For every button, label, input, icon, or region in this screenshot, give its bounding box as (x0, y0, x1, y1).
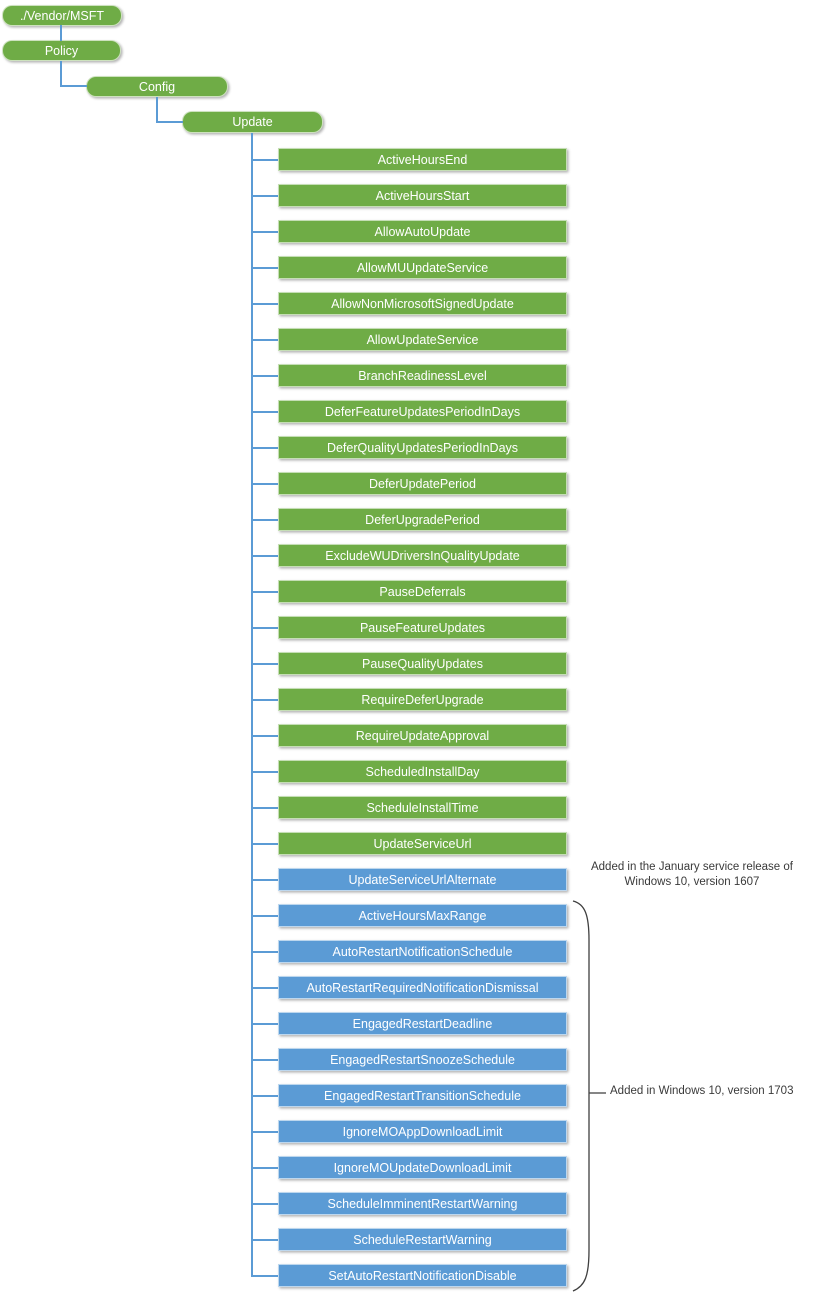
connector-stub (251, 303, 279, 305)
connector-stub (251, 483, 279, 485)
tree-node-pausequalityupdates (278, 652, 567, 675)
tree-node-updateserviceurl (278, 832, 567, 855)
connector-stub (251, 375, 279, 377)
tree-node-updateserviceurlalternate (278, 868, 567, 891)
tree-node-label: Update (232, 115, 273, 129)
tree-node-engagedrestarttransitionschedule (278, 1084, 567, 1107)
tree-node-label: SetAutoRestartNotificationDisable (328, 1268, 517, 1283)
tree-node-label: ScheduledInstallDay (365, 764, 480, 779)
tree-node-pausedeferrals (278, 580, 567, 603)
connector-stub (251, 555, 279, 557)
connector-stub (251, 987, 279, 989)
connector-stub (251, 915, 279, 917)
tree-node-label: AllowUpdateService (366, 332, 479, 347)
tree-node-activehoursstart (278, 184, 567, 207)
tree-node-label: AllowMUUpdateService (356, 260, 489, 275)
tree-node-label: UpdateServiceUrl (373, 836, 472, 851)
tree-node-label: PauseDeferrals (379, 584, 466, 599)
tree-node-scheduleimminentrestartwarning (278, 1192, 567, 1215)
tree-node-policy (2, 40, 121, 61)
tree-node-label: ActiveHoursMaxRange (358, 908, 487, 923)
annotation-1607 (576, 860, 808, 890)
connector-stub (251, 1131, 279, 1133)
tree-node-deferupgradeperiod (278, 508, 567, 531)
tree-node-label: EngagedRestartTransitionSchedule (324, 1088, 521, 1103)
connector-stub (251, 447, 279, 449)
tree-node-engagedrestartdeadline (278, 1012, 567, 1035)
annotation-1607-line1: Added in the January service release of (590, 861, 793, 873)
tree-node-allownonmicrosoftsignedupdate (278, 292, 567, 315)
tree-node-engagedrestartsnoozeschedule (278, 1048, 567, 1071)
tree-node-label: DeferQualityUpdatesPeriodInDays (326, 440, 519, 455)
connector-config-update-h (156, 121, 183, 123)
tree-node-scheduledinstallday (278, 760, 567, 783)
tree-node-requiredeferupgrade (278, 688, 567, 711)
tree-node-label: AllowAutoUpdate (374, 224, 471, 239)
tree-node-ignoremoupdatedownloadlimit (278, 1156, 567, 1179)
tree-node-deferqualityupdatesperiodindays (278, 436, 567, 459)
tree-node-label: RequireDeferUpgrade (361, 692, 484, 707)
connector-stub (251, 231, 279, 233)
tree-node-label: EngagedRestartSnoozeSchedule (330, 1052, 515, 1067)
tree-node-label: IgnoreMOAppDownloadLimit (342, 1124, 503, 1139)
tree-node-label: ./Vendor/MSFT (19, 8, 105, 23)
connector-stub (251, 591, 279, 593)
tree-node-requireupdateapproval (278, 724, 567, 747)
connector-stub (251, 771, 279, 773)
tree-node-autorestartrequirednotificationdismissal (278, 976, 567, 999)
tree-node-allowmuupdateservice (278, 256, 567, 279)
tree-node-label: ScheduleImminentRestartWarning (327, 1196, 518, 1211)
connector-stub (251, 519, 279, 521)
tree-node-activehoursend (278, 148, 567, 171)
annotation-1703: Added in Windows 10, version 1703 (610, 1085, 794, 1097)
connector-stub (251, 663, 279, 665)
connector-stub (251, 1239, 279, 1241)
tree-node-label: AllowNonMicrosoftSignedUpdate (331, 296, 514, 311)
connector-stub (251, 699, 279, 701)
connector-stub (251, 807, 279, 809)
tree-node-label: DeferUpgradePeriod (365, 512, 480, 527)
tree-node-ignoremoappdownloadlimit (278, 1120, 567, 1143)
tree-node-label: DeferUpdatePeriod (368, 476, 476, 491)
connector-config-update-v (156, 97, 158, 123)
tree-node-label: ScheduleRestartWarning (353, 1232, 492, 1247)
connector-stub (251, 195, 279, 197)
tree-node-label: DeferFeatureUpdatesPeriodInDays (324, 404, 521, 419)
tree-node-branchreadinesslevel (278, 364, 567, 387)
tree-node-allowupdateservice (278, 328, 567, 351)
tree-node-vendor-msft (2, 5, 122, 26)
connector-stub (251, 1275, 279, 1277)
connector-stub (251, 267, 279, 269)
tree-node-label: AutoRestartRequiredNotificationDismissal (306, 980, 539, 995)
tree-node-deferfeatureupdatesperiodindays (278, 400, 567, 423)
tree-node-update (182, 111, 323, 133)
connector-stub (251, 1059, 279, 1061)
tree-node-label: PauseFeatureUpdates (359, 620, 486, 635)
tree-node-scheduleinstalltime (278, 796, 567, 819)
tree-node-pausefeatureupdates (278, 616, 567, 639)
tree-node-config (86, 76, 228, 97)
tree-node-allowautoupdate (278, 220, 567, 243)
tree-node-label: ScheduleInstallTime (366, 800, 479, 815)
tree-node-label: EngagedRestartDeadline (352, 1016, 493, 1031)
connector-stub (251, 843, 279, 845)
tree-node-label: RequireUpdateApproval (355, 728, 490, 743)
connector-stub (251, 411, 279, 413)
tree-node-label: ActiveHoursEnd (377, 152, 468, 167)
tree-node-schedulerestartwarning (278, 1228, 567, 1251)
connector-stub (251, 627, 279, 629)
connector-stub (251, 1203, 279, 1205)
tree-node-label: ExcludeWUDriversInQualityUpdate (325, 548, 520, 563)
connector-stub (251, 879, 279, 881)
connector-root-policy (60, 25, 62, 41)
connector-stub (251, 159, 279, 161)
connector-stub (251, 339, 279, 341)
tree-node-autorestartnotificationschedule (278, 940, 567, 963)
connector-policy-config-h (60, 85, 87, 87)
tree-node-label: IgnoreMOUpdateDownloadLimit (333, 1160, 512, 1175)
tree-node-setautorestartnotificationdisable (278, 1264, 567, 1287)
annotation-1607-line2: Windows 10, version 1607 (624, 876, 760, 888)
tree-node-label: Policy (44, 43, 79, 58)
connector-policy-config-v (60, 61, 62, 87)
tree-node-deferupdateperiod (278, 472, 567, 495)
tree-node-label: BranchReadinessLevel (358, 368, 487, 383)
connector-stub (251, 1023, 279, 1025)
tree-node-label: Config (138, 79, 176, 94)
connector-stub (251, 735, 279, 737)
tree-node-label: PauseQualityUpdates (362, 656, 483, 671)
tree-node-label: AutoRestartNotificationSchedule (332, 944, 513, 959)
tree-node-label: UpdateServiceUrlAlternate (348, 872, 497, 887)
tree-node-label: ActiveHoursStart (375, 188, 470, 203)
connector-stub (251, 1167, 279, 1169)
connector-stub (251, 951, 279, 953)
tree-node-excludewudriversinqualityupdate (278, 544, 567, 567)
connector-stub (251, 1095, 279, 1097)
tree-node-activehoursmaxrange (278, 904, 567, 927)
